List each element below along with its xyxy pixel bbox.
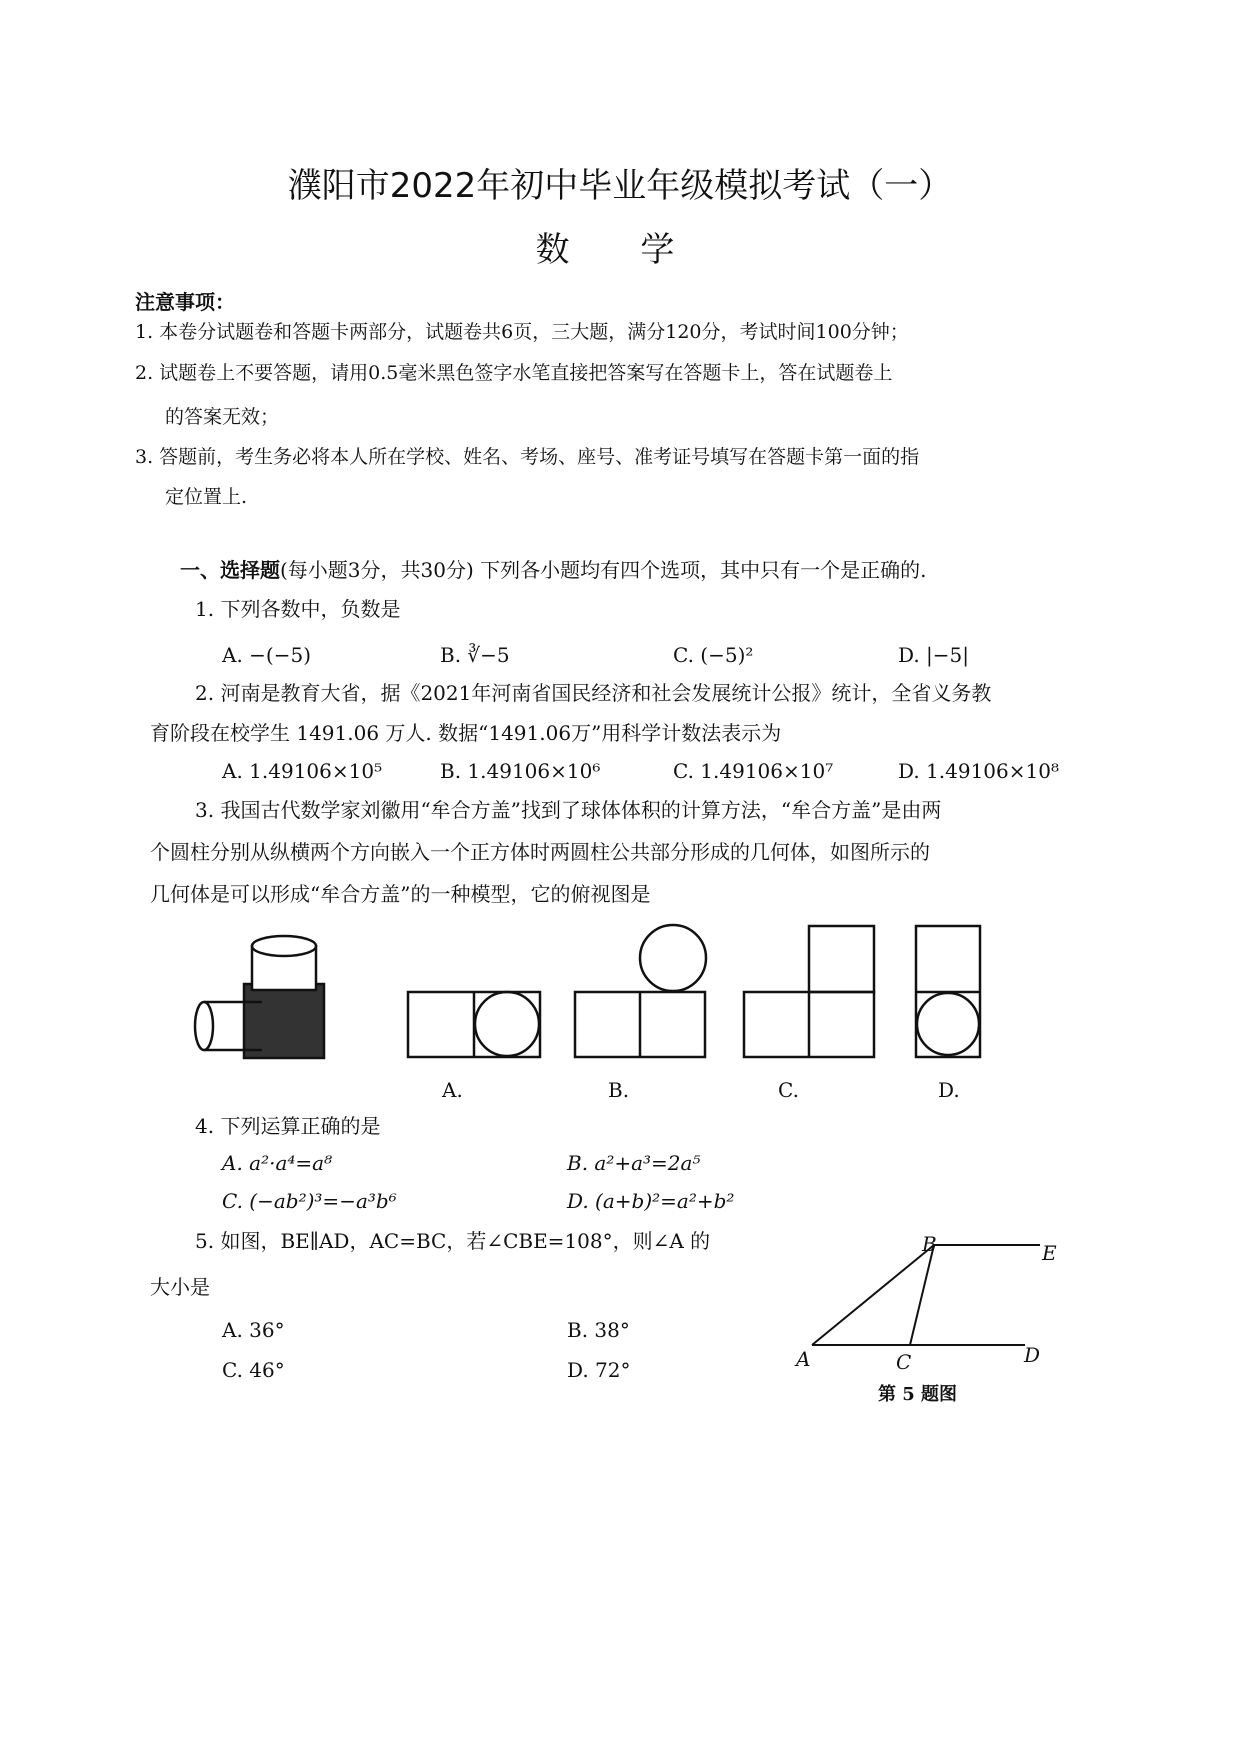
point-label-e: E: [1042, 1241, 1057, 1265]
question-2-stem: 2. 河南是教育大省，据《2021年河南省国民经济和社会发展统计公报》统计，全省义务教: [195, 681, 992, 705]
q3-option-c-figure: [744, 926, 874, 1057]
notice-heading: 注意事项：: [135, 290, 235, 314]
notice-item: 定位置上.: [165, 486, 248, 508]
q3-option-a-figure: [408, 992, 540, 1057]
question-3-stem: 几何体是可以形成“牟合方盖”的一种模型，它的俯视图是: [150, 882, 651, 906]
question-2-stem: 育阶段在校学生 1491.06 万人. 数据“1491.06万”用科学计数法表示为: [150, 721, 782, 745]
point-label-b: B: [922, 1232, 937, 1256]
q3-option-a: A.: [442, 1078, 463, 1102]
q5-option-c: C. 46°: [222, 1358, 285, 1382]
q4-option-d: D. (a+b)²=a²+b²: [567, 1189, 735, 1213]
q5-option-d: D. 72°: [567, 1358, 631, 1382]
point-label-a: A: [796, 1347, 811, 1371]
q3-option-b: B.: [608, 1078, 630, 1102]
q3-option-c: C.: [778, 1078, 799, 1102]
q4-option-b: B. a²+a³=2a⁵: [567, 1151, 701, 1175]
q3-option-d-figure: [916, 926, 980, 1057]
q1-option-a: A. −(−5): [222, 643, 312, 667]
q2-option-c: C. 1.49106×10⁷: [673, 759, 834, 783]
q5-option-b: B. 38°: [567, 1318, 630, 1342]
q4-option-a: A. a²·a⁴=a⁸: [222, 1151, 333, 1175]
q1-option-d: D. |−5|: [898, 643, 969, 667]
q3-option-d: D.: [938, 1078, 960, 1102]
question-5-stem: 大小是: [150, 1275, 210, 1299]
q1-option-b: B. ∛−5: [440, 643, 510, 667]
q3-solid-figure: [195, 936, 324, 1058]
q1-option-c: C. (−5)²: [673, 643, 754, 667]
q2-option-b: B. 1.49106×10⁶: [440, 759, 601, 783]
question-4-stem: 4. 下列运算正确的是: [195, 1114, 381, 1138]
q4-option-c: C. (−ab²)³=−a³b⁶: [222, 1189, 397, 1213]
point-label-d: D: [1024, 1343, 1041, 1367]
notice-item: 1. 本卷分试题卷和答题卡两部分，试题卷共6页，三大题，满分120分，考试时间100分钟；: [135, 321, 909, 343]
q2-option-a: A. 1.49106×10⁵: [222, 759, 383, 783]
point-label-c: C: [896, 1350, 912, 1374]
notice-item: 2. 试题卷上不要答题，请用0.5毫米黑色签字水笔直接把答案写在答题卡上，答在试题卷上: [135, 362, 893, 384]
question-1-stem: 1. 下列各数中，负数是: [195, 597, 401, 621]
subject-title: 数 学: [535, 230, 705, 270]
q2-option-d: D. 1.49106×10⁸: [898, 759, 1059, 783]
q5-triangle-figure: [812, 1245, 1040, 1345]
question-3-stem: 个圆柱分别从纵横两个方向嵌入一个正方体时两圆柱公共部分形成的几何体，如图所示的: [150, 840, 930, 864]
section-note: (每小题3分，共30分) 下列各小题均有四个选项，其中只有一个是正确的.: [280, 558, 927, 582]
notice-item: 3. 答题前，考生务必将本人所在学校、姓名、考场、座号、准考证号填写在答题卡第一面的指: [135, 446, 920, 468]
notice-item: 的答案无效；: [165, 406, 280, 428]
q5-option-a: A. 36°: [222, 1318, 285, 1342]
q3-option-b-figure: [575, 925, 706, 1057]
question-3-stem: 3. 我国古代数学家刘徽用“牟合方盖”找到了球体体积的计算方法，“牟合方盖”是由两: [195, 798, 942, 822]
section-title: 一、选择题: [180, 558, 280, 582]
exam-title: 濮阳市2022年初中毕业年级模拟考试（一）: [287, 166, 953, 206]
figure-caption: 第 5 题图: [878, 1384, 958, 1405]
question-5-stem: 5. 如图，BE∥AD，AC=BC，若∠CBE=108°，则∠A 的: [195, 1229, 711, 1253]
